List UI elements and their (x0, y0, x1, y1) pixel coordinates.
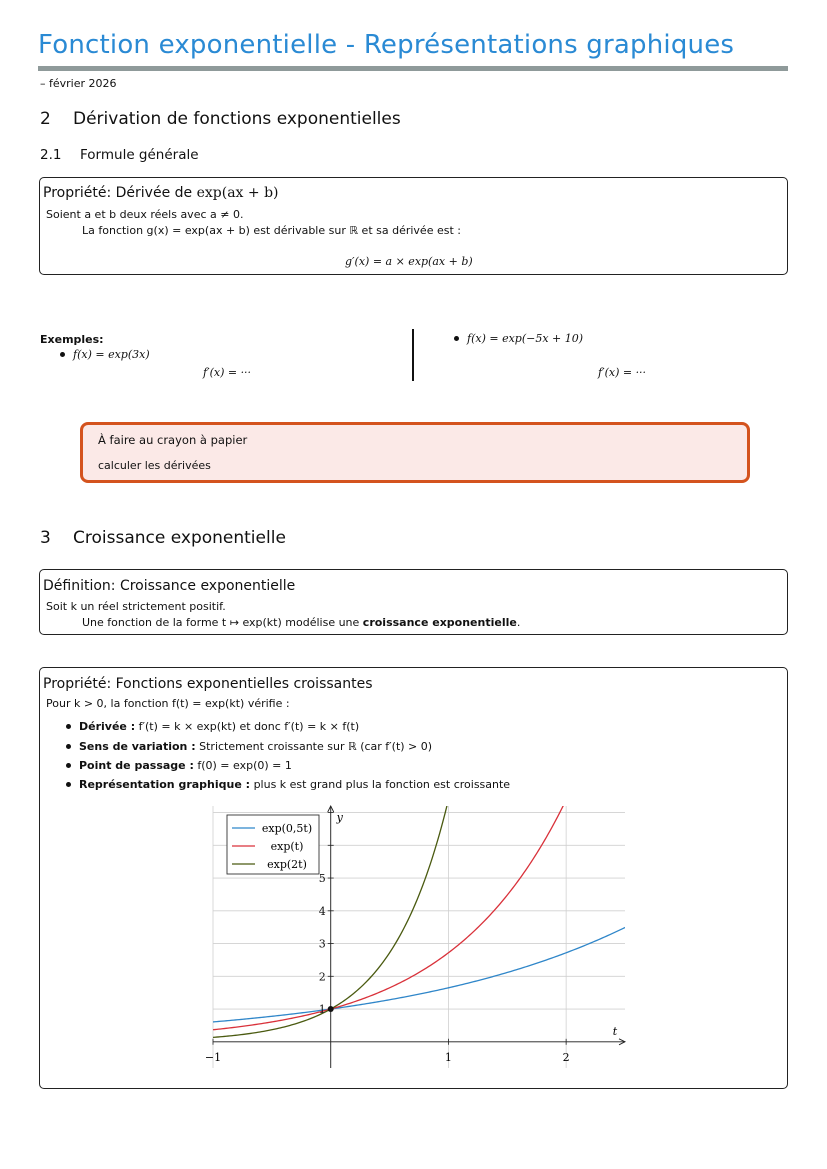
bullet-icon (66, 744, 71, 749)
property-label: Propriété: Dérivée de (43, 185, 193, 201)
definition-title: Définition: Croissance exponentielle (43, 578, 296, 594)
chart-legend (227, 815, 319, 874)
exponential-growth-chart (200, 800, 640, 1085)
title-rule (38, 66, 788, 71)
legend-entry-2: exp(t) (270, 840, 304, 853)
y-tick-label: 1 (318, 1003, 326, 1017)
page-title: Fonction exponentielle - Représentations graphiques (38, 30, 735, 60)
marked-point (328, 1006, 334, 1012)
section-2-heading (40, 109, 401, 129)
column-divider (412, 329, 414, 381)
definition-key-term: croissance exponentielle (362, 616, 517, 629)
definition-box (39, 569, 788, 635)
property-box-derivative (39, 177, 788, 275)
property-label-math: exp(ax + b) (196, 185, 279, 201)
bullet-icon (454, 336, 459, 341)
x-tick-label: 1 (444, 1050, 452, 1064)
property-formula: g′(x) = a × exp(ax + b) (345, 255, 473, 268)
growth-property-title: Propriété: Fonctions exponentielles croissantes (43, 676, 373, 692)
pencil-note-title: À faire au crayon à papier (98, 433, 248, 447)
section-2-number: 2 (40, 109, 51, 129)
section-2-title: Dérivation de fonctions exponentielles (73, 109, 401, 129)
y-tick-label: 3 (318, 937, 326, 951)
growth-item-graph: Représentation graphique : plus k est grand plus la fonction est croissante (66, 778, 510, 791)
property-title (43, 185, 279, 201)
section-3-title: Croissance exponentielle (73, 528, 286, 548)
bullet-icon (66, 782, 71, 787)
example-right-result: f′(x) = ··· (598, 366, 647, 379)
section-3-heading (40, 528, 286, 548)
x-tick-label: −1 (204, 1050, 222, 1064)
growth-property-intro: Pour k > 0, la fonction f(t) = exp(kt) vérifie : (46, 697, 290, 710)
subsection-2-1-title: Formule générale (80, 147, 199, 163)
example-left-item: f(x) = exp(3x) (60, 348, 150, 361)
y-axis-label: y (336, 811, 343, 824)
x-axis-label: t (612, 1024, 618, 1038)
subsection-2-1-heading (40, 147, 199, 163)
y-tick-label: 5 (318, 872, 326, 886)
property-line-1: Soient a et b deux réels avec a ≠ 0. (46, 208, 244, 221)
example-right-item: f(x) = exp(−5x + 10) (454, 332, 583, 345)
y-tick-label: 2 (318, 970, 326, 984)
growth-item-variation: Sens de variation : Strictement croissante sur ℝ (car f′(t) > 0) (66, 740, 432, 753)
examples-label: Exemples: (40, 333, 104, 346)
property-line-2: La fonction g(x) = exp(ax + b) est dérivable sur ℝ et sa dérivée est : (82, 224, 461, 237)
bullet-icon (60, 352, 65, 357)
growth-item-passage: Point de passage : f(0) = exp(0) = 1 (66, 759, 292, 772)
legend-entry-1: exp(0,5t) (261, 822, 313, 835)
definition-line-1: Soit k un réel strictement positif. (46, 600, 226, 613)
pencil-note-box (80, 422, 750, 483)
bullet-icon (66, 724, 71, 729)
definition-line-2: Une fonction de la forme t ↦ exp(kt) modélise une croissance exponentielle. (82, 616, 521, 629)
legend-entry-3: exp(2t) (267, 858, 307, 871)
growth-item-derivative: Dérivée : f′(t) = k × exp(kt) et donc f′(t) = k × f(t) (66, 720, 359, 733)
y-tick-label: 4 (318, 904, 326, 918)
document-date: – février 2026 (40, 77, 117, 90)
pencil-note-text: calculer les dérivées (98, 459, 211, 472)
subsection-2-1-number: 2.1 (40, 147, 62, 163)
example-left-result: f′(x) = ··· (203, 366, 252, 379)
series-line-1 (213, 927, 625, 1021)
x-tick-label: 2 (562, 1050, 570, 1064)
section-3-number: 3 (40, 528, 51, 548)
bullet-icon (66, 763, 71, 768)
